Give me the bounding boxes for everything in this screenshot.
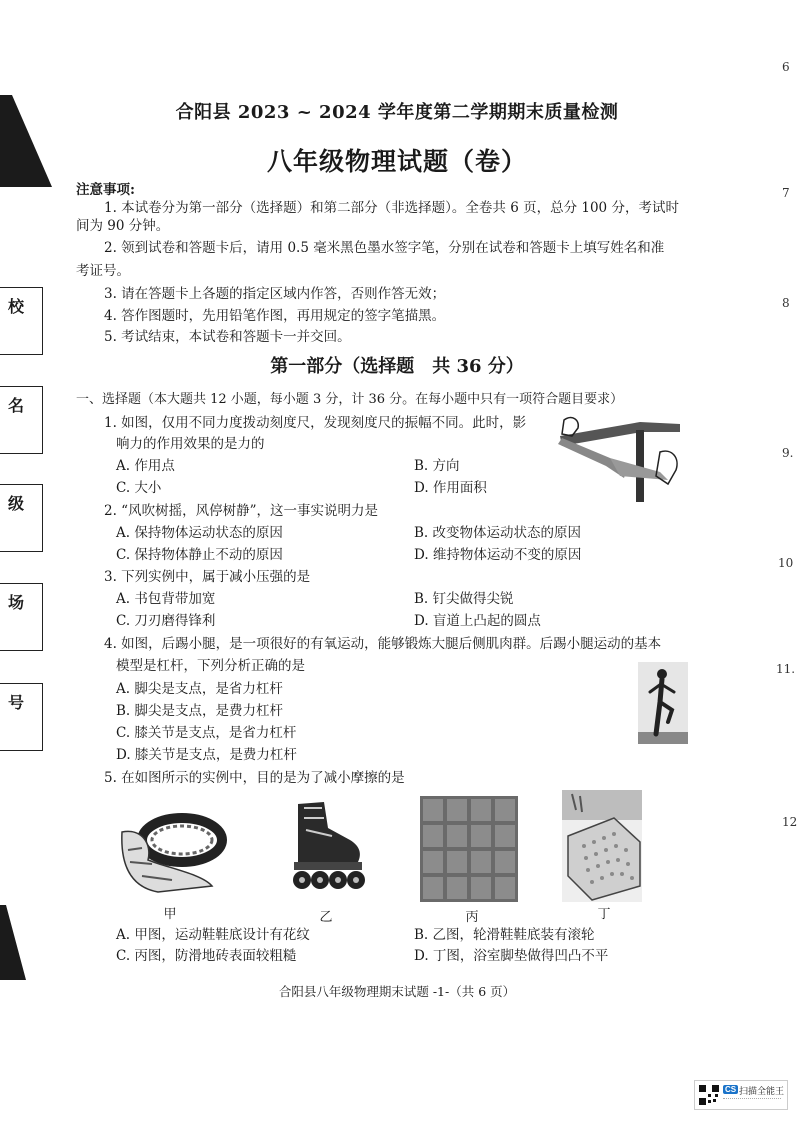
- side-field-room: [0, 583, 43, 651]
- notice-item: 考证号。: [76, 263, 130, 279]
- q3-option-c: C. 刀刃磨得锋利: [116, 613, 216, 629]
- section-heading: 一、选择题（本大题共 12 小题，每小题 3 分，计 36 分。在每小题中只有一项符合题目要求）: [76, 392, 624, 407]
- bath-mat-figure: [562, 790, 642, 902]
- q1-stem: 响力的作用效果的是力的: [116, 436, 265, 452]
- q4-option-a: A. 脚尖是支点，是省力杠杆: [116, 681, 283, 697]
- q5-option-d: D. 丁图，浴室脚垫做得凹凸不平: [414, 948, 609, 964]
- q1-option-b: B. 方向: [414, 458, 460, 474]
- qr-code-icon: [698, 1084, 720, 1106]
- edge-number: 6: [782, 60, 790, 74]
- q4-stem: 4. 如图，后踢小腿，是一项很好的有氧运动，能够锻炼大腿后侧肌肉群。后踢小腿运动的基本: [104, 636, 662, 652]
- edge-number: 12: [782, 815, 797, 829]
- edge-number: 9.: [782, 446, 794, 460]
- side-field-label: 校: [8, 297, 25, 316]
- scanner-label: 扫描全能王: [739, 1086, 785, 1096]
- q1-stem: 1. 如图，仅用不同力度拨动刻度尺，发现刻度尺的振幅不同。此时，影: [104, 415, 527, 431]
- runner-kick-figure: [638, 662, 688, 744]
- q1-option-c: C. 大小: [116, 480, 162, 496]
- ruler-vibration-figure: [550, 412, 686, 502]
- side-field-number: [0, 683, 43, 751]
- page-footer: 合阳县八年级物理期末试题 -1-（共 6 页）: [278, 984, 516, 999]
- scanner-logo: CS: [725, 1085, 737, 1094]
- side-field-label: 级: [8, 494, 25, 513]
- q2-option-a: A. 保持物体运动状态的原因: [116, 525, 283, 541]
- q5-option-b: B. 乙图，轮滑鞋鞋底装有滚轮: [414, 927, 595, 943]
- q2-option-b: B. 改变物体运动状态的原因: [414, 525, 582, 541]
- exam-subtitle: 八年级物理试题（卷）: [266, 147, 527, 176]
- notice-item: 2. 领到试卷和答题卡后，请用 0.5 毫米黑色墨水签字笔，分别在试卷和答题卡上填写姓名和准: [104, 240, 665, 256]
- q4-option-c: C. 膝关节是支点，是省力杠杆: [116, 725, 297, 741]
- side-field-label: 场: [8, 593, 25, 612]
- side-field-name: [0, 386, 43, 454]
- q3-option-b: B. 钉尖做得尖锐: [414, 591, 514, 607]
- q1-option-a: A. 作用点: [116, 458, 175, 474]
- exam-title: 合阳县 2023 ~ 2024 学年度第二学期期末质量检测: [175, 102, 619, 123]
- notice-item: 3. 请在答题卡上各题的指定区域内作答，否则作答无效；: [104, 286, 446, 302]
- part1-title: 第一部分（选择题 共 36 分）: [270, 356, 524, 377]
- page-edge-shadow-bottom: [0, 905, 40, 985]
- edge-number: 8: [782, 296, 790, 310]
- scanner-divider: [723, 1098, 781, 1099]
- side-field-label: 名: [8, 396, 25, 415]
- notice-item: 5. 考试结束，本试卷和答题卡一并交回。: [104, 329, 351, 345]
- q5-option-c: C. 丙图，防滑地砖表面较粗糙: [116, 948, 297, 964]
- figure-caption: 乙: [319, 910, 333, 925]
- q1-option-d: D. 作用面积: [414, 480, 487, 496]
- edge-number: 10: [778, 556, 794, 570]
- q5-stem: 5. 在如图所示的实例中，目的是为了减小摩擦的是: [104, 770, 405, 786]
- q2-option-d: D. 维持物体运动不变的原因: [414, 547, 582, 563]
- edge-number: 11.: [776, 662, 796, 676]
- side-field-class: [0, 484, 43, 552]
- sneaker-figure: [112, 798, 224, 896]
- edge-number: 7: [782, 186, 790, 200]
- notice-item: 1. 本试卷分为第一部分（选择题）和第二部分（非选择题）。全卷共 6 页，总分 100 分，考试时: [104, 200, 679, 216]
- tile-floor-figure: [420, 796, 518, 902]
- roller-skate-figure: [284, 798, 370, 896]
- figure-caption: 甲: [163, 907, 177, 922]
- q5-option-a: A. 甲图，运动鞋鞋底设计有花纹: [116, 927, 310, 943]
- q3-stem: 3. 下列实例中，属于减小压强的是: [104, 569, 311, 585]
- figure-caption: 丁: [597, 907, 611, 922]
- scanner-watermark: [694, 1080, 788, 1110]
- figure-caption: 丙: [465, 910, 479, 925]
- q3-option-a: A. 书包背带加宽: [116, 591, 216, 607]
- q2-option-c: C. 保持物体静止不动的原因: [116, 547, 283, 563]
- q3-option-d: D. 盲道上凸起的圆点: [414, 613, 541, 629]
- side-field-school: [0, 287, 43, 355]
- side-field-label: 号: [8, 693, 25, 712]
- notice-item: 间为 90 分钟。: [76, 218, 170, 234]
- q2-stem: 2. “风吹树摇，风停树静”，这一事实说明力是: [104, 503, 378, 519]
- q4-option-b: B. 脚尖是支点，是费力杠杆: [116, 703, 284, 719]
- q4-option-d: D. 膝关节是支点，是费力杠杆: [116, 747, 297, 763]
- notice-heading: 注意事项:: [76, 182, 135, 198]
- q4-stem: 模型是杠杆，下列分析正确的是: [116, 658, 305, 674]
- notice-item: 4. 答作图题时，先用铅笔作图，再用规定的签字笔描黑。: [104, 308, 446, 324]
